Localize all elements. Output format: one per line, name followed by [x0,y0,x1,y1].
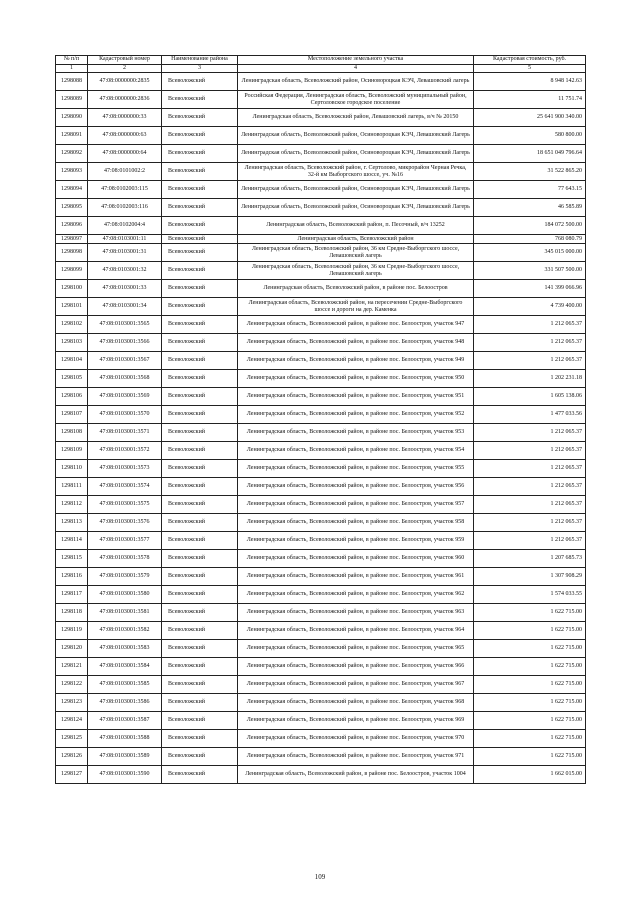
cadastral-number-cell: 47:08:0103001:3579 [88,568,162,586]
row-number-cell: 1298091 [56,127,88,145]
cadastral-number-cell: 47:08:0103001:3585 [88,676,162,694]
cadastral-value-cell: 1 622 715.00 [474,604,586,622]
table-row [56,244,586,262]
table-row [56,604,586,622]
header-cadastral-value: Кадастровая стоимость, руб. [474,56,586,65]
row-number-cell: 1298123 [56,694,88,712]
district-cell: Всеволожский [162,406,238,424]
table-row [56,406,586,424]
column-number: 3 [162,65,238,73]
row-number-cell: 1298111 [56,478,88,496]
cadastral-value-cell: 1 212 065.37 [474,496,586,514]
cadastral-value-cell: 331 507 500.00 [474,262,586,280]
row-number-cell: 1298095 [56,199,88,217]
location-cell: Ленинградская область, Всеволожский район, в районе пос. Белоостров, участок 951 [238,388,474,406]
cadastral-value-cell: 1 207 685.73 [474,550,586,568]
district-cell: Всеволожский [162,496,238,514]
cadastral-number-cell: 47:08:0102003:115 [88,181,162,199]
location-cell: Ленинградская область, Всеволожский район, в районе пос. Белоостров, участок 969 [238,712,474,730]
row-number-cell: 1298107 [56,406,88,424]
cadastral-value-cell: 77 643.15 [474,181,586,199]
table-row [56,514,586,532]
table-row [56,235,586,244]
table-row [56,388,586,406]
cadastral-value-cell: 46 585.89 [474,199,586,217]
cadastral-number-cell: 47:08:0103001:33 [88,280,162,298]
table-row [56,694,586,712]
cadastral-number-cell: 47:08:0103001:3582 [88,622,162,640]
cadastral-number-cell: 47:08:0103001:3586 [88,694,162,712]
row-number-cell: 1298096 [56,217,88,235]
cadastral-value-cell: 1 202 231.18 [474,370,586,388]
row-number-cell: 1298126 [56,748,88,766]
header-location: Местоположение земельного участка [238,56,474,65]
cadastral-number-cell: 47:08:0000000:2836 [88,91,162,109]
row-number-cell: 1298106 [56,388,88,406]
row-number-cell: 1298100 [56,280,88,298]
location-cell: Ленинградская область, Всеволожский район, п. Песочный, в/ч 13252 [238,217,474,235]
cadastral-number-cell: 47:08:0102004:4 [88,217,162,235]
location-cell: Ленинградская область, Всеволожский район, в районе пос. Белоостров, участок 971 [238,748,474,766]
row-number-cell: 1298109 [56,442,88,460]
location-cell: Ленинградская область, Всеволожский район, в районе пос. Белоостров, участок 967 [238,676,474,694]
cadastral-value-cell: 1 622 715.00 [474,730,586,748]
table-row [56,658,586,676]
cadastral-value-cell: 18 651 049 796.64 [474,145,586,163]
district-cell: Всеволожский [162,244,238,262]
location-cell: Ленинградская область, Всеволожский район, в районе пос. Белоостров, участок 964 [238,622,474,640]
row-number-cell: 1298115 [56,550,88,568]
location-cell: Ленинградская область, Всеволожский район, в районе пос. Белоостров, участок 948 [238,334,474,352]
column-number-row [56,65,586,73]
cadastral-number-cell: 47:08:0103001:3583 [88,640,162,658]
cadastral-value-cell: 1 212 065.37 [474,334,586,352]
row-number-cell: 1298101 [56,298,88,316]
location-cell: Ленинградская область, Всеволожский район, в районе пос. Белоостров, участок 968 [238,694,474,712]
table-row [56,586,586,604]
header-district: Наименование района [162,56,238,65]
column-number: 5 [474,65,586,73]
district-cell: Всеволожский [162,604,238,622]
cadastral-number-cell: 47:08:0103001:3588 [88,730,162,748]
district-cell: Всеволожский [162,658,238,676]
cadastral-value-cell: 1 212 065.37 [474,478,586,496]
row-number-cell: 1298102 [56,316,88,334]
cadastral-value-cell: 1 622 715.00 [474,676,586,694]
cadastral-number-cell: 47:08:0103001:3571 [88,424,162,442]
location-cell: Ленинградская область, Всеволожский район, в районе пос. Белоостров, участок 970 [238,730,474,748]
location-cell: Ленинградская область, Всеволожский район, Осиновороцкая КЭЧ, Левашовский Лагерь [238,199,474,217]
district-cell: Всеволожский [162,127,238,145]
row-number-cell: 1298116 [56,568,88,586]
cadastral-number-cell: 47:08:0103001:3589 [88,748,162,766]
location-cell: Ленинградская область, Всеволожский район, в районе пос. Белоостров, участок 956 [238,478,474,496]
district-cell: Всеволожский [162,640,238,658]
district-cell: Всеволожский [162,424,238,442]
cadastral-value-cell: 1 622 715.00 [474,694,586,712]
district-cell: Всеволожский [162,514,238,532]
table-body [56,73,586,784]
cadastral-number-cell: 47:08:0103001:3577 [88,532,162,550]
district-cell: Всеволожский [162,748,238,766]
cadastral-number-cell: 47:08:0103001:34 [88,298,162,316]
location-cell: Ленинградская область, Всеволожский район, в районе пос. Белоостров, участок 1004 [238,766,474,784]
table-row [56,568,586,586]
district-cell: Всеволожский [162,460,238,478]
row-number-cell: 1298117 [56,586,88,604]
cadastral-value-cell: 580 800.00 [474,127,586,145]
cadastral-value-cell: 1 622 715.00 [474,622,586,640]
cadastral-number-cell: 47:08:0103001:3581 [88,604,162,622]
district-cell: Всеволожский [162,109,238,127]
cadastral-value-cell: 1 307 908.29 [474,568,586,586]
row-number-cell: 1298104 [56,352,88,370]
cadastral-value-cell: 31 522 865.20 [474,163,586,181]
table-row [56,145,586,163]
district-cell: Всеволожский [162,280,238,298]
cadastral-value-cell: 8 948 142.63 [474,73,586,91]
location-cell: Ленинградская область, Всеволожский район, в районе пос. Белоостров, участок 947 [238,316,474,334]
cadastral-value-cell: 1 212 065.37 [474,316,586,334]
row-number-cell: 1298108 [56,424,88,442]
location-cell: Ленинградская область, Всеволожский район, в районе пос. Белоостров, участок 960 [238,550,474,568]
cadastral-number-cell: 47:08:0000000:63 [88,127,162,145]
cadastral-value-cell: 1 605 138.06 [474,388,586,406]
cadastral-number-cell: 47:08:0103001:3573 [88,460,162,478]
row-number-cell: 1298092 [56,145,88,163]
location-cell: Ленинградская область, Всеволожский район, в районе пос. Белоостров, участок 965 [238,640,474,658]
cadastral-value-cell: 1 212 065.37 [474,352,586,370]
cadastral-number-cell: 47:08:0101002:2 [88,163,162,181]
cadastral-number-cell: 47:08:0103001:32 [88,262,162,280]
cadastral-number-cell: 47:08:0103001:31 [88,244,162,262]
row-number-cell: 1298090 [56,109,88,127]
location-cell: Ленинградская область, Всеволожский район, на пересечении Средне-Выборгского шоссе и дороги на дер. Каменка [238,298,474,316]
cadastral-value-cell: 1 622 715.00 [474,712,586,730]
table-row [56,262,586,280]
district-cell: Всеволожский [162,712,238,730]
location-cell: Ленинградская область, Всеволожский район, г. Сертолово, микрорайон Черная Речка, 32-й км Выборгского шоссе, уч. №16 [238,163,474,181]
table-header-row [56,56,586,65]
row-number-cell: 1298119 [56,622,88,640]
table-row [56,181,586,199]
district-cell: Всеволожский [162,370,238,388]
district-cell: Всеволожский [162,181,238,199]
district-cell: Всеволожский [162,730,238,748]
district-cell: Всеволожский [162,73,238,91]
district-cell: Всеволожский [162,91,238,109]
cadastral-number-cell: 47:08:0103001:3565 [88,316,162,334]
cadastral-number-cell: 47:08:0103001:3566 [88,334,162,352]
location-cell: Ленинградская область, Всеволожский район, Левашовский лагерь, в/ч № 20150 [238,109,474,127]
row-number-cell: 1298124 [56,712,88,730]
cadastral-value-cell: 141 399 066.96 [474,280,586,298]
table-row [56,478,586,496]
table-row [56,730,586,748]
table-row [56,532,586,550]
district-cell: Всеволожский [162,442,238,460]
page-number: 109 [314,873,326,881]
location-cell: Российская Федерация, Ленинградская область, Всеволожский муниципальный район, Сертоловское городское поселение [238,91,474,109]
row-number-cell: 1298110 [56,460,88,478]
column-number: 4 [238,65,474,73]
district-cell: Всеволожский [162,568,238,586]
cadastral-value-cell: 11 751.74 [474,91,586,109]
table-row [56,316,586,334]
location-cell: Ленинградская область, Всеволожский район, в районе пос. Белоостров, участок 961 [238,568,474,586]
table-row [56,640,586,658]
cadastral-number-cell: 47:08:0103001:3587 [88,712,162,730]
table-row [56,550,586,568]
location-cell: Ленинградская область, Всеволожский район, в районе пос. Белоостров, участок 959 [238,532,474,550]
cadastral-value-cell: 1 622 715.00 [474,658,586,676]
location-cell: Ленинградская область, Всеволожский район, в районе пос. Белоостров, участок 952 [238,406,474,424]
table-row [56,676,586,694]
location-cell: Ленинградская область, Всеволожский район, Осиновороцкая КЭЧ, Левашовский Лагерь [238,127,474,145]
table-row [56,766,586,784]
table-row [56,442,586,460]
table-row [56,280,586,298]
location-cell: Ленинградская область, Всеволожский район, Осиновороцкая КЭЧ, Левашовский лагерь [238,73,474,91]
cadastral-number-cell: 47:08:0000000:2835 [88,73,162,91]
row-number-cell: 1298120 [56,640,88,658]
column-number: 1 [56,65,88,73]
cadastral-value-cell: 1 662 015.00 [474,766,586,784]
district-cell: Всеволожский [162,145,238,163]
location-cell: Ленинградская область, Всеволожский район, Осиновороцкая КЭЧ, Левашовский Лагерь [238,181,474,199]
location-cell: Ленинградская область, Всеволожский район, в районе пос. Белоостров, участок 953 [238,424,474,442]
cadastral-value-cell: 1 212 065.37 [474,514,586,532]
table-row [56,91,586,109]
table-row [56,622,586,640]
cadastral-number-cell: 47:08:0102003:116 [88,199,162,217]
table-row [56,424,586,442]
cadastral-number-cell: 47:08:0103001:3568 [88,370,162,388]
cadastral-value-cell: 1 212 065.37 [474,460,586,478]
location-cell: Ленинградская область, Всеволожский район, в районе пос. Белоостров, участок 962 [238,586,474,604]
location-cell: Ленинградская область, Всеволожский район [238,235,474,244]
cadastral-number-cell: 47:08:0103001:3575 [88,496,162,514]
district-cell: Всеволожский [162,352,238,370]
district-cell: Всеволожский [162,217,238,235]
cadastral-number-cell: 47:08:0103001:3570 [88,406,162,424]
district-cell: Всеволожский [162,235,238,244]
cadastral-number-cell: 47:08:0000000:64 [88,145,162,163]
district-cell: Всеволожский [162,388,238,406]
column-number: 2 [88,65,162,73]
row-number-cell: 1298127 [56,766,88,784]
header-row-number: № п/п [56,56,88,65]
location-cell: Ленинградская область, Всеволожский район, в районе пос. Белоостров [238,280,474,298]
cadastral-value-cell: 25 641 900 340.00 [474,109,586,127]
district-cell: Всеволожский [162,199,238,217]
cadastral-number-cell: 47:08:0103001:3572 [88,442,162,460]
row-number-cell: 1298094 [56,181,88,199]
cadastral-number-cell: 47:08:0103001:3590 [88,766,162,784]
district-cell: Всеволожский [162,694,238,712]
district-cell: Всеволожский [162,298,238,316]
row-number-cell: 1298103 [56,334,88,352]
table-row [56,496,586,514]
location-cell: Ленинградская область, Всеволожский район, в районе пос. Белоостров, участок 954 [238,442,474,460]
cadastral-value-cell: 1 212 065.37 [474,532,586,550]
table-row [56,298,586,316]
table-row [56,163,586,181]
district-cell: Всеволожский [162,532,238,550]
table-row [56,334,586,352]
table-row [56,712,586,730]
row-number-cell: 1298112 [56,496,88,514]
cadastral-number-cell: 47:08:0103001:3578 [88,550,162,568]
cadastral-number-cell: 47:08:0103001:3574 [88,478,162,496]
header-cadastral-number: Кадастровый номер [88,56,162,65]
row-number-cell: 1298098 [56,244,88,262]
location-cell: Ленинградская область, Всеволожский район, в районе пос. Белоостров, участок 955 [238,460,474,478]
row-number-cell: 1298089 [56,91,88,109]
district-cell: Всеволожский [162,586,238,604]
location-cell: Ленинградская область, Всеволожский район, 36 км Средне-Выборгского шоссе, Левашовский лагерь [238,262,474,280]
document-page [55,55,585,784]
cadastral-value-cell: 1 622 715.00 [474,748,586,766]
cadastral-number-cell: 47:08:0103001:11 [88,235,162,244]
cadastral-value-cell: 768 080.79 [474,235,586,244]
row-number-cell: 1298122 [56,676,88,694]
cadastral-value-cell: 1 574 033.55 [474,586,586,604]
location-cell: Ленинградская область, Всеволожский район, в районе пос. Белоостров, участок 966 [238,658,474,676]
row-number-cell: 1298118 [56,604,88,622]
row-number-cell: 1298121 [56,658,88,676]
row-number-cell: 1298093 [56,163,88,181]
cadastral-number-cell: 47:08:0103001:3584 [88,658,162,676]
location-cell: Ленинградская область, Всеволожский район, в районе пос. Белоостров, участок 957 [238,496,474,514]
district-cell: Всеволожский [162,316,238,334]
district-cell: Всеволожский [162,334,238,352]
table-row [56,748,586,766]
row-number-cell: 1298097 [56,235,88,244]
cadastral-number-cell: 47:08:0103001:3576 [88,514,162,532]
cadastral-number-cell: 47:08:0000000:33 [88,109,162,127]
location-cell: Ленинградская область, Всеволожский район, в районе пос. Белоостров, участок 950 [238,370,474,388]
cadastral-number-cell: 47:08:0103001:3567 [88,352,162,370]
table-row [56,73,586,91]
row-number-cell: 1298125 [56,730,88,748]
row-number-cell: 1298105 [56,370,88,388]
table-row [56,370,586,388]
district-cell: Всеволожский [162,622,238,640]
location-cell: Ленинградская область, Всеволожский район, в районе пос. Белоостров, участок 949 [238,352,474,370]
cadastral-value-cell: 1 477 033.56 [474,406,586,424]
location-cell: Ленинградская область, Всеволожский район, в районе пос. Белоостров, участок 958 [238,514,474,532]
cadastral-value-cell: 1 212 065.37 [474,424,586,442]
location-cell: Ленинградская область, Всеволожский район, в районе пос. Белоостров, участок 963 [238,604,474,622]
table-row [56,127,586,145]
table-row [56,199,586,217]
table-row [56,109,586,127]
table-row [56,460,586,478]
district-cell: Всеволожский [162,766,238,784]
row-number-cell: 1298113 [56,514,88,532]
cadastral-value-cell: 4 739 400.00 [474,298,586,316]
location-cell: Ленинградская область, Всеволожский район, Осиновороцкая КЭЧ, Левашовский Лагерь [238,145,474,163]
district-cell: Всеволожский [162,676,238,694]
cadastral-number-cell: 47:08:0103001:3580 [88,586,162,604]
row-number-cell: 1298088 [56,73,88,91]
location-cell: Ленинградская область, Всеволожский район, 36 км Средне-Выборгского шоссе, Левашовский лагерь [238,244,474,262]
district-cell: Всеволожский [162,478,238,496]
cadastral-value-cell: 184 072 500.00 [474,217,586,235]
table-row [56,217,586,235]
cadastral-value-cell: 345 015 000.00 [474,244,586,262]
cadastral-value-table [55,55,586,784]
cadastral-value-cell: 1 212 065.37 [474,442,586,460]
row-number-cell: 1298114 [56,532,88,550]
district-cell: Всеволожский [162,262,238,280]
district-cell: Всеволожский [162,550,238,568]
table-row [56,352,586,370]
district-cell: Всеволожский [162,163,238,181]
cadastral-value-cell: 1 622 715.00 [474,640,586,658]
row-number-cell: 1298099 [56,262,88,280]
cadastral-number-cell: 47:08:0103001:3569 [88,388,162,406]
